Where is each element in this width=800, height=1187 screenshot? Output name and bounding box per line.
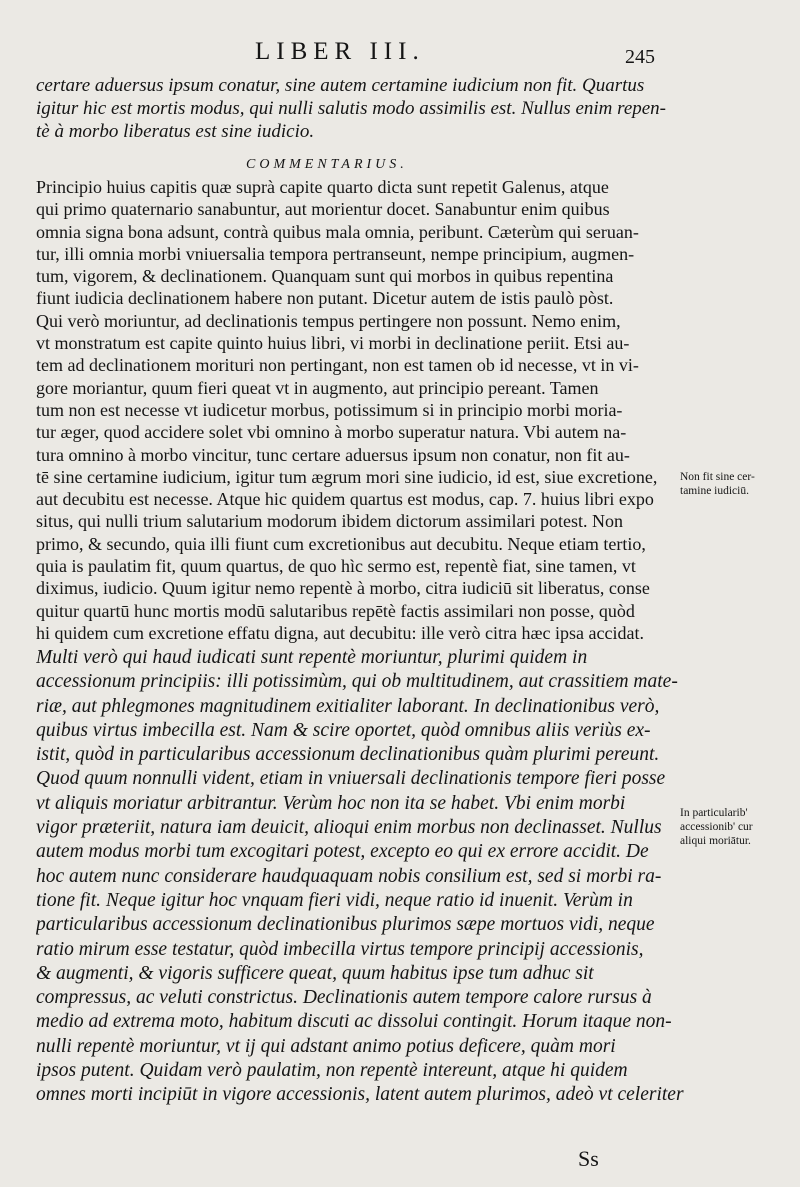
- text-line: Quod quum nonnulli vident, etiam in vniuersali declinationis tempore fieri posse: [36, 768, 666, 790]
- text-line: autem modus morbi tum excogitari potest, excepto eo qui ex errore accidit. De: [36, 841, 649, 863]
- text-line: quia is paulatim fit, quum quartus, de quo hìc sermo est, repentè fiat, sine tamen, vt: [36, 556, 636, 577]
- text-line: compressus, ac veluti constrictus. Declinationis autem tempore calore rursus à: [36, 987, 652, 1009]
- text-line: tè à morbo liberatus est sine iudicio.: [36, 121, 315, 142]
- text-line: hoc autem nunc considerare haudquaquam nobis consilium est, sed si morbi ra-: [36, 865, 662, 887]
- text-line: qui primo quaternario sanabuntur, aut morientur docet. Sanabuntur enim quibus: [36, 199, 610, 220]
- text-line: gore moriantur, quum fieri queat vt in augmento, aut principio pereant. Tamen: [36, 377, 599, 398]
- text-line: aut decubitu est necesse. Atque hic quidem quartus est modus, cap. 7. huius libri expo: [36, 489, 654, 510]
- text-line: igitur hic est mortis modus, qui nulli salutis modo assimilis est. Nullus enim repen-: [36, 98, 667, 119]
- running-title: LIBER III.: [255, 38, 425, 65]
- text-line: nulli repentè moriuntur, vt ij qui adstant animo potius deficere, quàm mori: [36, 1035, 616, 1057]
- margin-note-1: [680, 470, 755, 498]
- text-line: diximus, iudicio. Quum igitur nemo repentè à morbo, citra iudiciū sit liberatus, conse: [36, 578, 650, 599]
- text-line: primo, & secundo, quia illi fiunt cum excretionibus aut decubitu. Neque etiam tertio,: [36, 533, 646, 554]
- text-line: vt monstratum est capite quinto huius libri, vi morbi in declinatione periit. Etsi au-: [36, 333, 630, 354]
- text-line: tum non est necesse vt iudicetur morbus, potissimum si in principio morbi moria-: [36, 399, 623, 420]
- text-line: hi quidem cum excretione effatu digna, aut decubitu: ille verò citra hæc ipsa accidat.: [36, 622, 644, 643]
- text-line: Principio huius capitis quæ suprà capite quarto dicta sunt repetit Galenus, atque: [36, 177, 609, 197]
- text-line: riæ, aut phlegmones magnitudinem exitialiter laborant. In declinationibus verò,: [36, 695, 660, 717]
- text-line: quitur quartū hunc mortis modū salutaribus repētè factis assimilari non posse, quòd: [36, 600, 635, 621]
- text-line: accessionum principiis: illi potissimùm, qui ob multitudinem, aut crassitiem mate-: [36, 671, 678, 693]
- margin-note-line: In particularib': [680, 807, 748, 819]
- text-line: situs, qui nulli trium salutarium modorum ibidem dictorum assimilari potest. Non: [36, 511, 623, 532]
- margin-note-2: [680, 806, 753, 848]
- lemma-paragraph-2: [36, 646, 684, 1108]
- text-line: ipsos putent. Quidam verò paulatim, non repentè intereunt, atque hi quidem: [36, 1060, 628, 1082]
- text-line: medio ad extrema moto, habitum discuti ac dissolui contingit. Horum itaque non-: [36, 1011, 672, 1033]
- text-line: tura omnino à morbo vincitur, tunc certare aduersus ipsum non conatur, non fit au-: [36, 444, 630, 465]
- margin-note-line: Non fit sine cer-: [680, 471, 755, 483]
- text-line: istit, quòd in particularibus accessionum declinationibus quàm plurimi pereunt.: [36, 744, 660, 766]
- margin-note-line: accessionib' cur: [680, 821, 753, 833]
- page-header: [0, 38, 800, 74]
- text-line: tē sine certamine iudicium, igitur tum ægrum mori sine iudicio, id est, siue excretione,: [36, 466, 658, 487]
- text-line: ratio mirum esse testatur, quòd imbecilla virtus tempore principij accessionis,: [36, 938, 644, 960]
- text-line: tur, illi omnia morbi vniuersalia tempora pertranseunt, nempe principium, augmen-: [36, 243, 635, 264]
- text-line: tum, vigorem, & declinationem. Quanquam sunt qui morbos in quibus repentina: [36, 266, 614, 287]
- text-line: tem ad declinationem morituri non pertingant, non est tamen ob id necesse, vt in vi-: [36, 355, 639, 376]
- text-line: quibus virtus imbecilla est. Nam & scire oportet, quòd omnibus aliis veriùs ex-: [36, 719, 651, 741]
- text-line: & augmenti, & vigoris sufficere queat, quum habitus ipse tum adhuc sit: [36, 962, 594, 984]
- text-line: omnes morti incipiūt in vigore accessionis, latent autem plurimos, adeò vt celeriter: [36, 1084, 684, 1106]
- text-line: Qui verò moriuntur, ad declinationis tempus pertingere non possunt. Nemo enim,: [36, 310, 621, 331]
- text-line: vigor præteriit, natura iam deuicit, alioqui enim morbus non declinasset. Nullus: [36, 817, 662, 839]
- text-line: omnia signa bona adsunt, contrà quibus mala omnia, peribunt. Cæterùm qui seruan-: [36, 221, 639, 242]
- text-line: Multi verò qui haud iudicati sunt repentè moriuntur, plurimi quidem in: [36, 647, 588, 668]
- signature-mark: Ss: [578, 1146, 599, 1171]
- page-number: 245: [625, 46, 655, 68]
- lemma-paragraph-1: [36, 74, 666, 143]
- text-line: tur æger, quod accidere solet vbi omnino à morbo superatur natura. Vbi autem na-: [36, 422, 627, 443]
- text-line: certare aduersus ipsum conatur, sine autem certamine iudicium non fit. Quartus: [36, 75, 645, 96]
- commentary-paragraph: [36, 176, 657, 644]
- text-line: fiunt iudicia declinationem habere non putant. Dicetur autem de istis paulò pòst.: [36, 288, 614, 309]
- margin-note-line: aliqui moriātur.: [680, 835, 751, 847]
- text-line: vt aliquis moriatur arbitrantur. Verùm hoc non ita se habet. Vbi enim morbi: [36, 792, 626, 814]
- text-line: particularibus accessionum declinationibus plurimos sæpe mortuos vidi, neque: [36, 914, 655, 936]
- margin-note-line: tamine iudiciū.: [680, 485, 749, 497]
- text-line: tione fit. Neque igitur hoc vnquam fieri vidi, neque ratio id inuenit. Verùm in: [36, 889, 633, 911]
- commentary-heading: COMMENTARIUS.: [246, 157, 408, 172]
